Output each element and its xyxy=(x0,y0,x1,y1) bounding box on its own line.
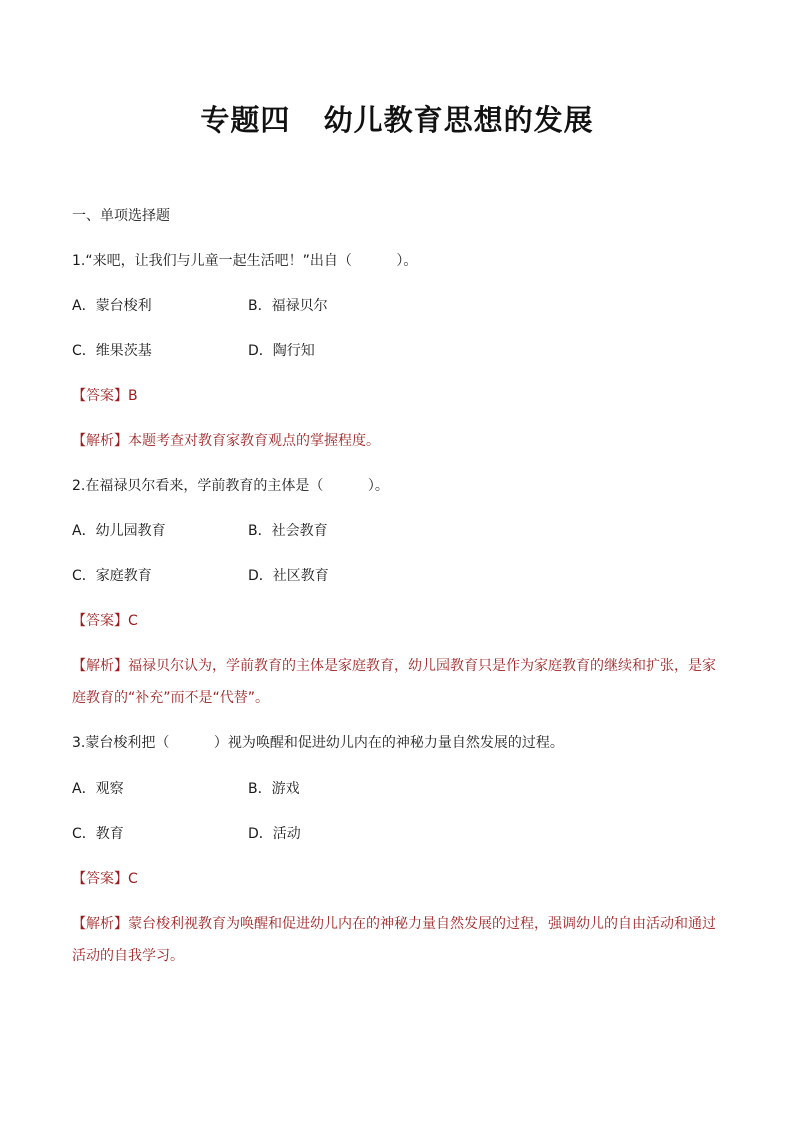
question-3-option-a: A．观察 xyxy=(72,781,124,797)
question-1-stem: 1.“来吧，让我们与儿童一起生活吧！”出自（ ）。 xyxy=(72,253,418,269)
question-2-answer xyxy=(72,611,138,631)
question-3-answer xyxy=(72,869,138,889)
question-1-option-a: A．蒙台梭利 xyxy=(72,298,152,314)
question-1-option-c: C．维果茨基 xyxy=(72,343,152,359)
question-1-option-b: B．福禄贝尔 xyxy=(248,298,328,314)
question-2-analysis-cont: 庭教育的“补充”而不是“代替”。 xyxy=(72,690,270,706)
question-2-option-d: D．社区教育 xyxy=(248,568,329,584)
section-heading: 一、单项选择题 xyxy=(72,208,170,224)
question-2-analysis xyxy=(72,656,724,676)
page-title: 专题四 幼儿教育思想的发展 xyxy=(200,103,594,137)
question-1-option-d: D．陶行知 xyxy=(248,343,315,359)
question-1-answer xyxy=(72,386,138,406)
answer-value: C xyxy=(128,613,138,629)
question-3-analysis-cont: 活动的自我学习。 xyxy=(72,948,184,964)
answer-tag: 【答案】 xyxy=(72,613,128,629)
analysis-tag: 【解析】 xyxy=(72,433,128,449)
analysis-text: 本题考查对教育家教育观点的掌握程度。 xyxy=(128,433,380,449)
question-2-option-b: B．社会教育 xyxy=(248,523,328,539)
analysis-tag: 【解析】 xyxy=(72,658,128,674)
question-2-stem: 2.在福禄贝尔看来，学前教育的主体是（ ）。 xyxy=(72,478,389,494)
analysis-text: 蒙台梭利视教育为唤醒和促进幼儿内在的神秘力量自然发展的过程，强调幼儿的自由活动和通过 xyxy=(128,916,716,932)
answer-value: B xyxy=(128,388,138,404)
question-2-option-a: A．幼儿园教育 xyxy=(72,523,166,539)
analysis-text: 福禄贝尔认为，学前教育的主体是家庭教育，幼儿园教育只是作为家庭教育的继续和扩张，是家 xyxy=(128,658,716,674)
question-3-analysis xyxy=(72,914,724,934)
answer-tag: 【答案】 xyxy=(72,388,128,404)
analysis-tag: 【解析】 xyxy=(72,916,128,932)
question-3-option-d: D．活动 xyxy=(248,826,301,842)
question-3-stem: 3.蒙台梭利把（ ）视为唤醒和促进幼儿内在的神秘力量自然发展的过程。 xyxy=(72,735,564,751)
question-3-option-c: C．教育 xyxy=(72,826,124,842)
answer-value: C xyxy=(128,871,138,887)
question-1-analysis xyxy=(72,431,724,451)
answer-tag: 【答案】 xyxy=(72,871,128,887)
question-2-option-c: C．家庭教育 xyxy=(72,568,152,584)
question-3-option-b: B．游戏 xyxy=(248,781,300,797)
